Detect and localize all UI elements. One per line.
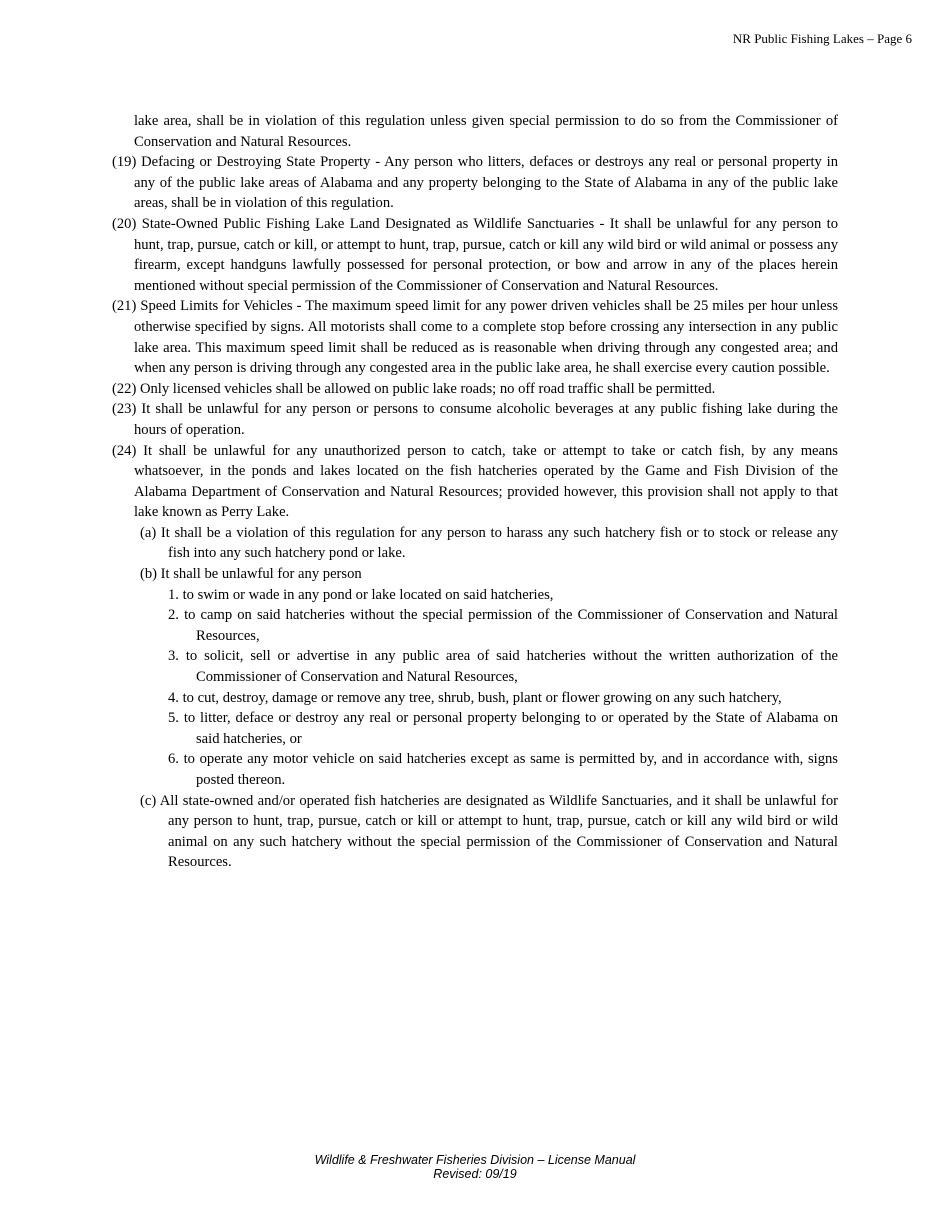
regulation-item-21: (21) Speed Limits for Vehicles - The maximum speed limit for any power driven vehicles shall be 25 miles per hour unless otherwise specified by signs. All motorists shall come to a complete stop before crossing any intersection in any public lake area. This maximum speed limit shall be reduced as is reasonable when driving through any congested area; and when any person is driving through any congested area in the public lake area, he shall exercise every caution possible. — [112, 298, 838, 377]
footer-revised-date: Revised: 09/19 — [433, 1167, 517, 1181]
regulation-item-23: (23) It shall be unlawful for any person or persons to consume alcoholic beverages at any public fishing lake during the hours of operation. — [112, 401, 838, 438]
continuation-paragraph: lake area, shall be in violation of this regulation unless given special permission to do so from the Commissioner of Conservation and Natural Resources. — [134, 113, 838, 150]
regulation-item-24c: (c) All state-owned and/or operated fish hatcheries are designated as Wildlife Sanctuaries, and it shall be unlawful for any person to hunt, trap, pursue, catch or kill or attempt to hunt, trap, pursue, catch or kill any wild bird or wild animal on any such hatchery without the special permission of the Commissioner of Conservation and Natural Resources. — [140, 792, 838, 871]
regulation-item-24: (24) It shall be unlawful for any unauthorized person to catch, take or attempt to take or catch fish, by any means whatsoever, in the ponds and lakes located on the fish hatcheries operated by the Game and Fish Division of the Alabama Department of Conservation and Natural Resources; provided however, this provision shall not apply to that lake known as Perry Lake. — [112, 442, 838, 521]
regulation-item-24b: (b) It shall be unlawful for any person — [140, 566, 362, 583]
regulation-item-24b-5: 5. to litter, deface or destroy any real or personal property belonging to or operated by the State of Alabama on said hatcheries, or — [168, 710, 838, 747]
regulation-item-24b-2: 2. to camp on said hatcheries without the special permission of the Commissioner of Conservation and Natural Resources, — [168, 607, 838, 644]
document-body — [112, 111, 838, 873]
regulation-item-24b-3: 3. to solicit, sell or advertise in any public area of said hatcheries without the written authorization of the Commissioner of Conservation and Natural Resources, — [168, 648, 838, 686]
regulation-item-22: (22) Only licensed vehicles shall be allowed on public lake roads; no off road traffic shall be permitted. — [112, 380, 716, 397]
regulation-item-19: (19) Defacing or Destroying State Property - Any person who litters, defaces or destroys any real or personal property in any of the public lake areas of Alabama and any property belonging to the State of Alabama in any of the public lake areas, shall be in violation of this regulation. — [112, 154, 838, 212]
regulation-item-24b-4: 4. to cut, destroy, damage or remove any tree, shrub, bush, plant or flower growing on any such hatchery, — [168, 689, 782, 706]
regulation-item-24b-1: 1. to swim or wade in any pond or lake located on said hatcheries, — [168, 586, 554, 603]
regulation-item-20: (20) State-Owned Public Fishing Lake Land Designated as Wildlife Sanctuaries - It shall be unlawful for any person to hunt, trap, pursue, catch or kill, or attempt to hunt, trap, pursue, catch or kill any wild bird or wild animal or possess any firearm, except handguns lawfully possessed for personal protection, or bow and arrow in any of the places herein mentioned without special permission of the Commissioner of Conservation and Natural Resources. — [112, 215, 838, 294]
page-header: NR Public Fishing Lakes – Page 6 — [732, 31, 912, 46]
regulation-item-24b-6: 6. to operate any motor vehicle on said hatcheries except as same is permitted by, and in accordance with, signs posted thereon. — [168, 751, 838, 788]
regulation-item-24a: (a) It shall be a violation of this regulation for any person to harass any such hatchery fish or to stock or release any fish into any such hatchery pond or lake. — [140, 524, 838, 562]
footer-division-title: Wildlife & Freshwater Fisheries Division – License Manual — [314, 1153, 636, 1167]
page-footer — [0, 1153, 950, 1181]
